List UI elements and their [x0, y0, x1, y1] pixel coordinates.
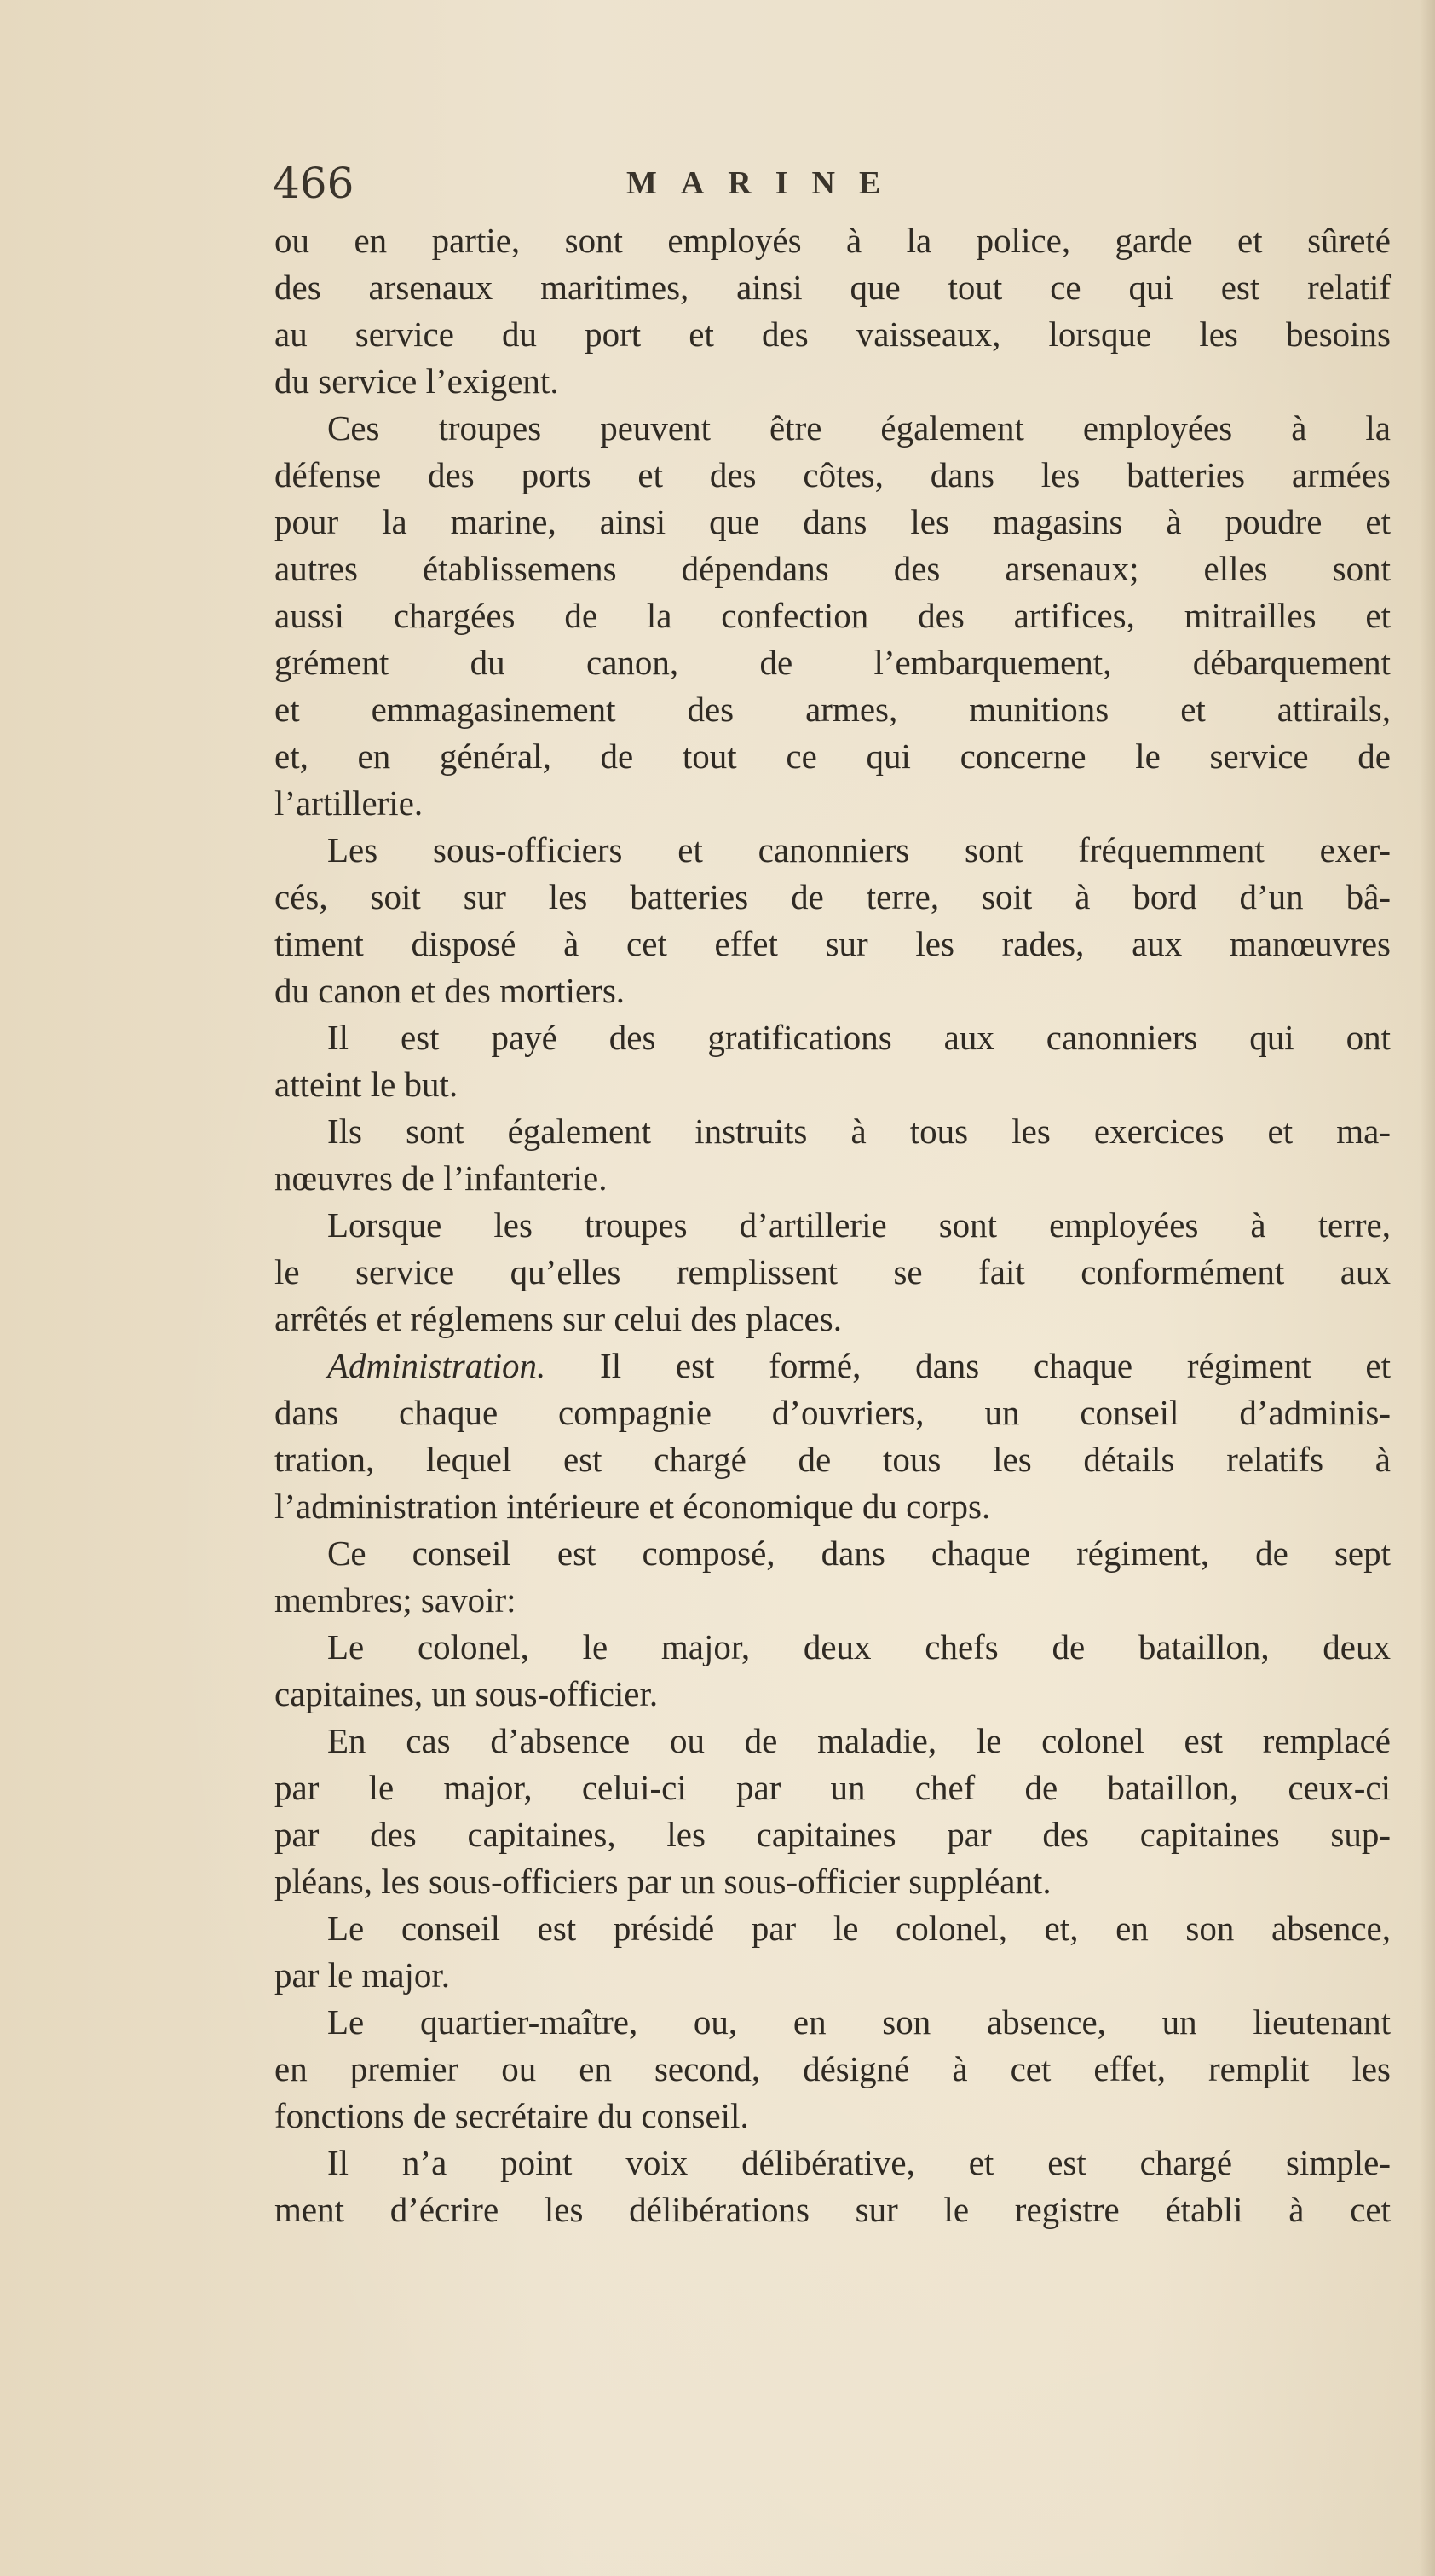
text-line: arrêtés et réglemens sur celui des places. [274, 1299, 842, 1338]
text-line: ment d’écrire les délibérations sur le registre établi à cet [274, 2190, 1391, 2229]
text-line: atteint le but. [274, 1065, 458, 1104]
text-line: tration, lequel est chargé de tous les détails relatifs à [274, 1440, 1391, 1479]
text-line: par le major. [274, 1955, 451, 1995]
text-line: capitaines, un sous-officier. [274, 1674, 659, 1713]
text-line: cés, soit sur les batteries de terre, soit à bord d’un bâ- [274, 877, 1391, 916]
text-line: du service l’exigent. [274, 361, 559, 401]
text-line: dans chaque compagnie d’ouvriers, un conseil d’adminis- [274, 1393, 1391, 1432]
text-line: l’administration intérieure et économique du corps. [274, 1487, 991, 1526]
text-line: ou en partie, sont employés à la police, garde et sûreté [274, 221, 1391, 260]
text-line: par des capitaines, les capitaines par des capitaines sup- [274, 1815, 1391, 1854]
text-line: en premier ou en second, désigné à cet effet, remplit les [274, 2049, 1391, 2088]
text-line: des arsenaux maritimes, ainsi que tout ce qui est relatif [274, 268, 1391, 307]
page-edge-shadow [1420, 0, 1435, 2576]
text-line: et emmagasinement des armes, munitions et attirails, [274, 690, 1391, 729]
text-line: Ces troupes peuvent être également employées à la [327, 408, 1391, 448]
body-text [274, 217, 1391, 2233]
text-line: membres; savoir: [274, 1580, 516, 1620]
text-line: du canon et des mortiers. [274, 971, 625, 1010]
text-line: grément du canon, de l’embarquement, débarquement [274, 643, 1391, 682]
text-fragment: Il est formé, dans chaque régiment et [545, 1346, 1391, 1385]
text-line: Le colonel, le major, deux chefs de bataillon, deux [327, 1627, 1391, 1666]
text-line: l’artillerie. [274, 783, 424, 823]
text-line: Les sous-officiers et canonniers sont fréquemment exer- [327, 830, 1391, 869]
running-head: MARINE [626, 165, 905, 201]
text-line: et, en général, de tout ce qui concerne le service de [274, 736, 1391, 776]
text-line: autres établissemens dépendans des arsenaux; elles sont [274, 549, 1391, 588]
text-line: nœuvres de l’infanterie. [274, 1158, 608, 1198]
page-number: 466 [273, 159, 354, 208]
text-line: pour la marine, ainsi que dans les magasins à poudre et [274, 502, 1391, 541]
text-line: le service qu’elles remplissent se fait conformément aux [274, 1252, 1391, 1291]
text-line: Ce conseil est composé, dans chaque régiment, de sept [327, 1533, 1391, 1573]
text-line: Il est payé des gratifications aux canonniers qui ont [327, 1018, 1391, 1057]
text-line: défense des ports et des côtes, dans les batteries armées [274, 455, 1391, 494]
text-line: Lorsque les troupes d’artillerie sont employées à terre, [327, 1205, 1391, 1245]
text-line: Ils sont également instruits à tous les exercices et ma- [327, 1112, 1391, 1151]
page-header [273, 153, 1380, 213]
text-line-administration [274, 1343, 1391, 1389]
text-line: par le major, celui-ci par un chef de bataillon, ceux-ci [274, 1768, 1391, 1807]
text-line: aussi chargées de la confection des artifices, mitrailles et [274, 596, 1391, 635]
text-line: pléans, les sous-officiers par un sous-officier suppléant. [274, 1862, 1052, 1901]
text-line: En cas d’absence ou de maladie, le colonel est remplacé [327, 1721, 1391, 1760]
section-heading-administration: Administration. [327, 1346, 546, 1385]
text-line: Il n’a point voix délibérative, et est chargé simple- [327, 2143, 1391, 2182]
text-line: Le conseil est présidé par le colonel, et, en son absence, [327, 1909, 1391, 1948]
text-line: timent disposé à cet effet sur les rades, aux manœuvres [274, 924, 1391, 963]
text-line: Le quartier-maître, ou, en son absence, un lieutenant [327, 2002, 1391, 2042]
text-line: au service du port et des vaisseaux, lorsque les besoins [274, 315, 1391, 354]
text-line: fonctions de secrétaire du conseil. [274, 2096, 749, 2135]
